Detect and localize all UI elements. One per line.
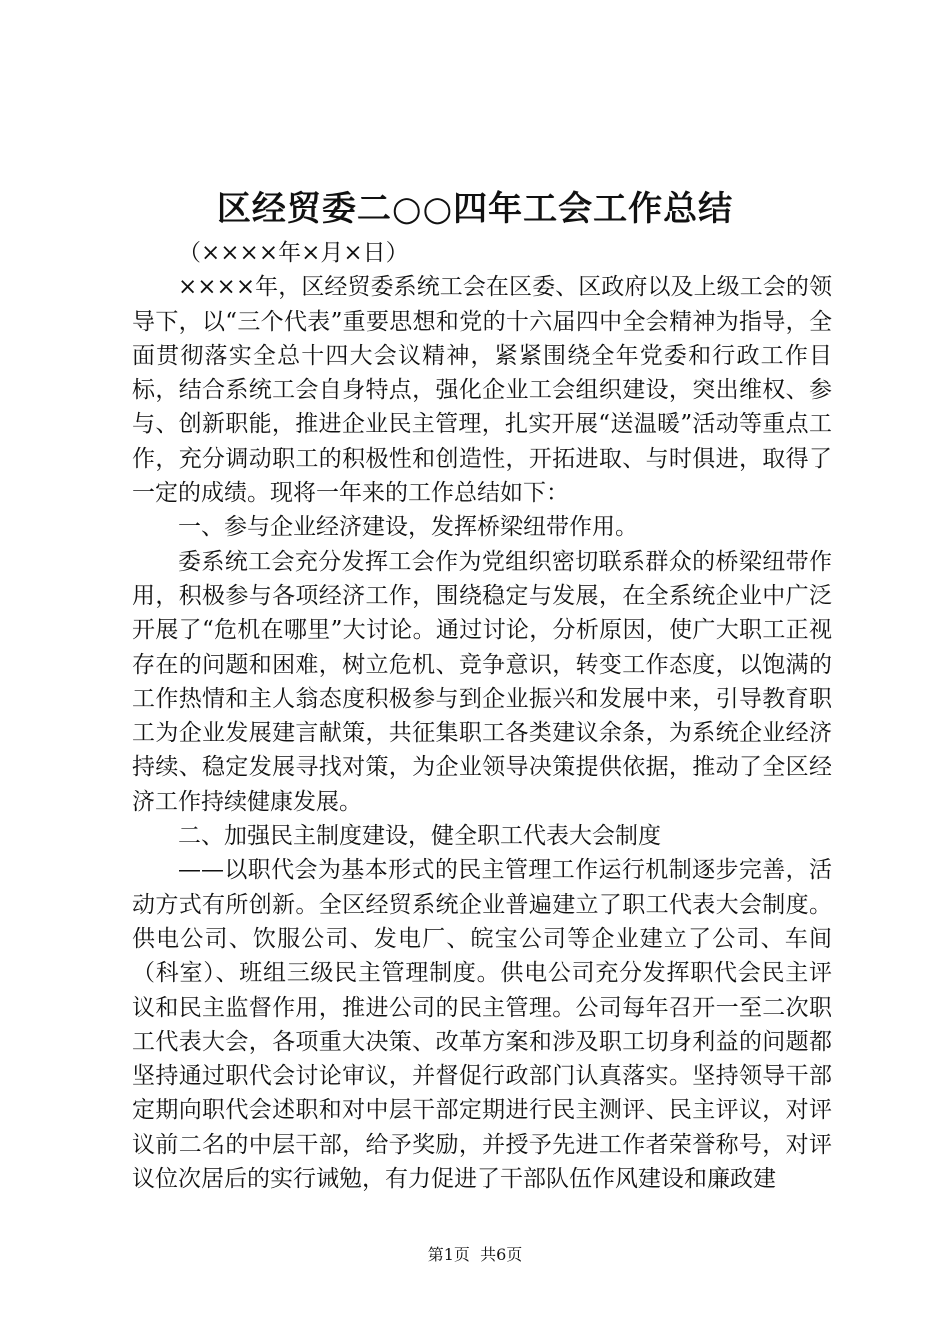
section-paragraph-2: ——以职代会为基本形式的民主管理工作运行机制逐步完善，活动方式有所创新。全区经贸系统企业普遍建立了职工代表大会制度。供电公司、饮服公司、发电厂、皖宝公司等企业建立了公司、车间（科室）、班组三级民主管理制度。供电公司充分发挥职代会民主评议和民主监督作用，推进公司的民主管理。公司每年召开一至二次职工代表大会，各项重大决策、改革方案和涉及职工切身利益的问题都坚持通过职代会讨论审议，并督促行政部门认真落实。坚持领导干部定期向职代会述职和对中层干部定期进行民主测评、民主评议，对评议前二名的中层干部，给予奖励，并授予先进工作者荣誉称号，对评议位次居后的实行诫勉，有力促进了干部队伍作风建设和廉政建 [132,857,832,1193]
document-title: 区经贸委二○○四年工会工作总结 [216,189,734,229]
intro-paragraph: ××××年，区经贸委系统工会在区委、区政府以及上级工会的领导下，以“三个代表”重要思想和党的十六届四中全会精神为指导，全面贯彻落实全总十四大会议精神，紧紧围绕全年党委和行政工作目标，结合系统工会自身特点，强化企业工会组织建设，突出维权、参与、创新职能，推进企业民主管理，扎实开展“送温暖”活动等重点工作，充分调动职工的积极性和创造性，开拓进取、与时俱进，取得了一定的成绩。现将一年来的工作总结如下： [132,274,832,507]
section-heading-2: 二、加强民主制度建设，健全职工代表大会制度 [178,823,661,850]
section-heading-1: 一、参与企业经济建设，发挥桥梁纽带作用。 [178,514,638,541]
document-body [132,236,832,1196]
date-line: （××××年×月×日） [178,240,409,266]
section-paragraph-1: 委系统工会充分发挥工会作为党组织密切联系群众的桥梁纽带作用，积极参与各项经济工作，围绕稳定与发展，在全系统企业中广泛开展了“危机在哪里”大讨论。通过讨论，分析原因，使广大职工正视存在的问题和困难，树立危机、竞争意识，转变工作态度，以饱满的工作热情和主人翁态度积极参与到企业振兴和发展中来，引导教育职工为企业发展建言献策，共征集职工各类建议余条，为系统企业经济持续、稳定发展寻找对策，为企业领导决策提供依据，推动了全区经济工作持续健康发展。 [132,548,832,815]
page-footer [0,1244,950,1266]
page-number: 第1页 共6页 [427,1245,523,1264]
